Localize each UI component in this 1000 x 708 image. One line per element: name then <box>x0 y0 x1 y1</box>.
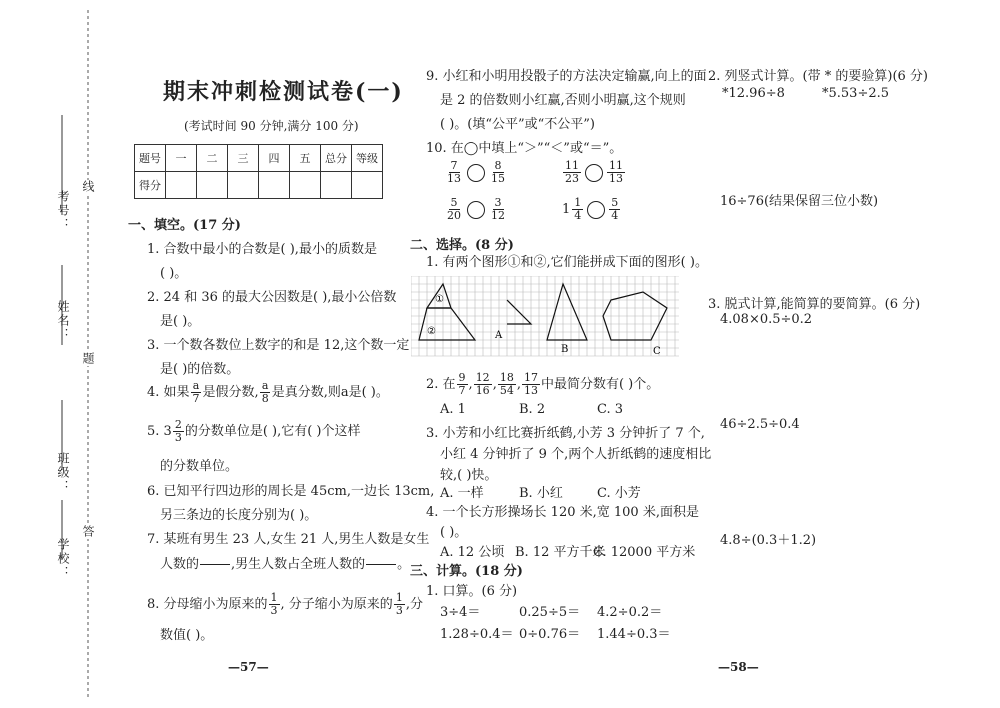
c3-option-a[interactable]: A. 一样 <box>440 486 484 501</box>
oral-item: 3÷4＝ <box>440 605 481 620</box>
q6-line2: 另三条边的长度分别为( )。 <box>160 508 318 523</box>
label-option-c: C <box>653 346 661 357</box>
q2-line2: 是( )。 <box>160 314 201 329</box>
grid-lines <box>411 276 679 356</box>
q9-line3: ( )。(填“公平”或“不公平”) <box>440 117 596 132</box>
score-input-cell[interactable] <box>259 172 290 199</box>
oral-item: 1.44÷0.3＝ <box>597 627 671 642</box>
mixed-number <box>562 197 584 222</box>
q10-title: 10. 在◯中填上“＞”“＜”或“＝”。 <box>426 141 623 156</box>
fraction <box>489 197 507 222</box>
fraction <box>260 380 271 405</box>
q8-mid: , 分子缩小为原来的 <box>280 597 393 612</box>
option-b-shape <box>547 284 587 340</box>
name-label: 姓名： <box>56 300 70 342</box>
vertical-calc-item: *5.53÷2.5 <box>822 86 890 101</box>
blank-fraction[interactable] <box>366 552 396 577</box>
compare-circle[interactable] <box>467 164 485 182</box>
step-calc-item: 4.08×0.5÷0.2 <box>720 312 813 327</box>
page-number-right: —58— <box>718 660 759 674</box>
choice4-line2: ( )。 <box>440 525 468 540</box>
choice4-line1: 4. 一个长方形操场长 120 米,宽 100 米,面积是 <box>426 505 699 520</box>
choice2-text: 2. 在 $\frac{9}{7}$ , $\frac{12}{16}$ , $\frac{18}{54}$ , $\frac{17}{13}$ 中最简分数有( )个。 <box>426 371 660 397</box>
q3-line1: 3. 一个数各数位上数字的和是 12,这个数一定 <box>147 338 410 353</box>
numerator: 7 <box>450 159 458 172</box>
section3-title: 三、计算。(18 分) <box>410 564 523 579</box>
q7-line2 <box>160 552 410 577</box>
score-input-cell[interactable] <box>352 172 383 199</box>
q2-line1: 2. 24 和 36 的最大公因数是( ),最小公倍数 <box>147 290 397 305</box>
exam-no-label: 考号： <box>56 190 70 232</box>
school-label: 学校： <box>56 538 70 580</box>
compare-2 <box>562 160 626 185</box>
numerator: 11 <box>565 159 579 172</box>
exam-subtitle: (考试时间 90 分钟,满分 100 分) <box>184 119 359 133</box>
q5-post: 的分数单位是( ),它有( )个这样 <box>184 424 361 439</box>
numerator: 18 <box>499 371 514 384</box>
q4-mid: 是假分数, <box>202 385 259 400</box>
fraction <box>607 160 625 185</box>
fraction <box>445 160 463 185</box>
oral-item: 0.25÷5＝ <box>519 605 581 620</box>
class-label: 班级： <box>56 452 70 494</box>
fraction <box>522 372 540 397</box>
score-cell: 五 <box>290 145 321 172</box>
score-input-cell[interactable] <box>228 172 259 199</box>
label-shape-2: ② <box>427 326 436 337</box>
fraction <box>457 372 468 397</box>
label-option-a: A <box>495 330 503 341</box>
q8-line1 <box>147 592 423 617</box>
denominator: 3 <box>174 431 182 444</box>
fraction <box>173 419 184 444</box>
c2-option-b[interactable]: B. 2 <box>519 402 546 417</box>
denominator: 20 <box>447 209 461 222</box>
q1-line1: 1. 合数中最小的合数是( ),最小的质数是 <box>147 242 377 257</box>
vertical-calc-title: 2. 列竖式计算。(带 * 的要验算)(6 分) <box>708 69 928 84</box>
score-table-header-row <box>135 145 383 172</box>
seal-char-da: 答 <box>81 525 95 539</box>
grid-figure <box>411 276 681 358</box>
c3-option-c[interactable]: C. 小芳 <box>597 486 641 501</box>
q4-post: 是真分数,则a是( )。 <box>271 385 389 400</box>
seal-char-ti: 题 <box>81 352 95 366</box>
q7-pre: 人数的 <box>160 557 200 572</box>
oral-item: 4.2÷0.2＝ <box>597 605 663 620</box>
q8-post: ,分 <box>405 597 423 612</box>
label-shape-1: ① <box>435 294 444 305</box>
choice3-line1: 3. 小芳和小红比赛折纸鹤,小芳 3 分钟折了 7 个, <box>426 426 705 441</box>
denominator: 13 <box>523 384 538 397</box>
denominator: 54 <box>499 384 514 397</box>
q7-post: 。 <box>397 557 411 572</box>
fraction <box>572 197 583 222</box>
denominator: 13 <box>447 172 461 185</box>
c3-option-b[interactable]: B. 小红 <box>519 486 563 501</box>
compare-circle[interactable] <box>585 164 603 182</box>
step-calc-title: 3. 脱式计算,能简算的要简算。(6 分) <box>708 297 921 312</box>
numerator: a <box>192 379 200 392</box>
compare-circle[interactable] <box>587 201 605 219</box>
compare-3 <box>444 197 508 222</box>
numerator: 1 <box>574 196 582 209</box>
choice3-line3: 较,( )快。 <box>440 468 498 483</box>
label-option-b: B <box>561 344 569 355</box>
choice1-text: 1. 有两个图形①和②,它们能拼成下面的图形( )。 <box>426 255 708 270</box>
score-input-cell[interactable] <box>166 172 197 199</box>
score-input-cell[interactable] <box>290 172 321 199</box>
step-calc-item: 46÷2.5÷0.4 <box>720 417 800 432</box>
compare-4 <box>562 197 621 222</box>
q5-line1 <box>147 419 361 444</box>
denominator: 3 <box>270 604 278 617</box>
numerator: 12 <box>475 371 490 384</box>
q4-line <box>147 380 389 405</box>
score-input-cell[interactable] <box>321 172 352 199</box>
vertical-calc-item: *12.96÷8 <box>722 86 785 101</box>
q7-line1: 7. 某班有男生 23 人,女生 21 人,男生人数是女生 <box>147 532 430 547</box>
numerator: 1 <box>270 591 278 604</box>
fraction <box>394 592 405 617</box>
score-table-score-row <box>135 172 383 199</box>
denominator: 7 <box>458 384 466 397</box>
c2-post: 中最简分数有( )个。 <box>540 377 660 392</box>
fraction <box>445 197 463 222</box>
page-number-left: —57— <box>228 660 269 674</box>
q3-line2: 是( )的倍数。 <box>160 362 240 377</box>
score-cell: 二 <box>197 145 228 172</box>
page-title: 期末冲刺检测试卷(一) <box>163 79 404 105</box>
c2-option-c[interactable]: C. 3 <box>597 402 624 417</box>
fraction <box>609 197 620 222</box>
score-cell: 三 <box>228 145 259 172</box>
denominator: 8 <box>261 392 269 405</box>
oral-item: 1.28÷0.4＝ <box>440 627 514 642</box>
denominator: 23 <box>565 172 579 185</box>
numerator: 3 <box>494 196 502 209</box>
numerator: a <box>261 379 269 392</box>
q9-line1: 9. 小红和小明用投骰子的方法决定输赢,向上的面 <box>426 69 707 84</box>
oral-calc-title: 1. 口算。(6 分) <box>426 584 518 599</box>
q5-pre: 5. 3 <box>147 424 172 439</box>
numerator: 17 <box>523 371 538 384</box>
q5-line2: 的分数单位。 <box>160 459 239 474</box>
fraction <box>269 592 280 617</box>
score-cell: 等级 <box>352 145 383 172</box>
q9-line2: 是 2 的倍数则小红赢,否则小明赢,这个规则 <box>440 93 686 108</box>
denominator: 3 <box>395 604 403 617</box>
denominator: 15 <box>491 172 505 185</box>
score-input-cell[interactable] <box>197 172 228 199</box>
q4-pre: 4. 如果 <box>147 385 190 400</box>
numerator: 5 <box>450 196 458 209</box>
score-cell: 四 <box>259 145 290 172</box>
score-cell: 题号 <box>135 145 166 172</box>
fraction <box>474 372 492 397</box>
denominator: 12 <box>491 209 505 222</box>
numerator: 2 <box>174 418 182 431</box>
denominator: 4 <box>611 209 619 222</box>
score-cell: 总分 <box>321 145 352 172</box>
c2-pre: 2. 在 <box>426 377 456 392</box>
denominator: 4 <box>574 209 582 222</box>
compare-1 <box>444 160 508 185</box>
fraction <box>191 380 202 405</box>
vertical-calc-item: 16÷76(结果保留三位小数) <box>720 194 879 209</box>
denominator: 13 <box>609 172 623 185</box>
score-cell: 一 <box>166 145 197 172</box>
section2-title: 二、选择。(8 分) <box>410 238 514 253</box>
numerator: 1 <box>395 591 403 604</box>
q8-pre: 8. 分母缩小为原来的 <box>147 597 268 612</box>
step-calc-item: 4.8÷(0.3＋1.2) <box>720 533 817 548</box>
fraction <box>489 160 507 185</box>
numerator: 9 <box>458 371 466 384</box>
section1-title: 一、填空。(17 分) <box>128 218 241 233</box>
compare-circle[interactable] <box>467 201 485 219</box>
choice3-line2: 小红 4 分钟折了 9 个,两个人折纸鹤的速度相比 <box>440 447 712 462</box>
c2-option-a[interactable]: A. 1 <box>440 402 466 417</box>
numerator: 11 <box>609 159 623 172</box>
oral-item: 0÷0.76＝ <box>519 627 581 642</box>
c4-option-b[interactable]: B. 12 平方千米 <box>515 545 606 560</box>
c4-option-c[interactable]: C. 12000 平方米 <box>593 545 696 560</box>
numerator: 8 <box>494 159 502 172</box>
whole-part: 1 <box>562 202 571 217</box>
blank-fraction[interactable] <box>200 552 230 577</box>
score-cell: 得分 <box>135 172 166 199</box>
c4-option-a[interactable]: A. 12 公顷 <box>440 545 505 560</box>
q6-line1: 6. 已知平行四边形的周长是 45cm,一边长 13cm, <box>147 484 435 499</box>
seal-char-xian: 线 <box>81 180 95 194</box>
q8-line2: 数值( )。 <box>160 628 214 643</box>
option-a-shape <box>507 300 531 324</box>
denominator: 7 <box>192 392 200 405</box>
score-table <box>134 144 383 199</box>
q1-line2: ( )。 <box>160 266 188 281</box>
fraction <box>498 372 516 397</box>
numerator: 5 <box>611 196 619 209</box>
q7-mid: ,男生人数占全班人数的 <box>231 557 366 572</box>
fraction <box>563 160 581 185</box>
denominator: 16 <box>475 384 490 397</box>
